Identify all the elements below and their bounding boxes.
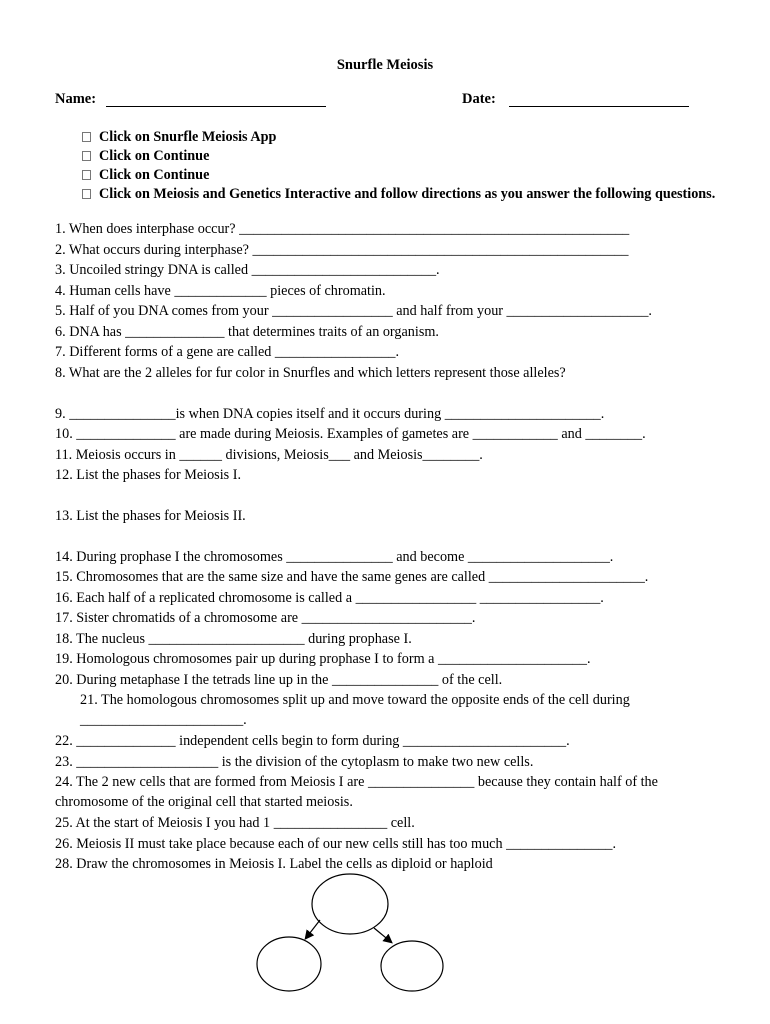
- checklist-item: Click on Continue: [82, 166, 722, 185]
- question-12: 12. List the phases for Meiosis I.: [55, 467, 241, 483]
- question-28: 28. Draw the chromosomes in Meiosis I. Label the cells as diploid or haploid: [55, 856, 493, 872]
- checklist-item: Click on Meiosis and Genetics Interactive and follow directions as you answer the following questions.: [82, 185, 722, 204]
- question-22: 22. ______________ independent cells begin to form during _______________________.: [55, 733, 570, 749]
- question-2: 2. What occurs during interphase? _____________________________________________________: [55, 242, 629, 258]
- question-11: 11. Meiosis occurs in ______ divisions, Meiosis___ and Meiosis________.: [55, 447, 483, 463]
- checkbox-icon[interactable]: [82, 189, 91, 199]
- checkbox-icon[interactable]: [82, 151, 91, 161]
- question-20: 20. During metaphase I the tetrads line up in the _______________ of the cell.: [55, 672, 503, 688]
- daughter-cell-left-circle[interactable]: [257, 937, 321, 991]
- question-13: 13. List the phases for Meiosis II.: [55, 508, 246, 524]
- checkbox-icon[interactable]: [82, 132, 91, 142]
- question-1: 1. When does interphase occur? _______________________________________________________: [55, 221, 630, 237]
- question-14: 14. During prophase I the chromosomes _______________ and become ____________________.: [55, 549, 614, 565]
- question-19: 19. Homologous chromosomes pair up during prophase I to form a _____________________.: [55, 651, 591, 667]
- instruction-checklist: [82, 128, 722, 204]
- arrow-right-icon: [374, 928, 391, 942]
- date-field[interactable]: [509, 106, 689, 107]
- page-title: Snurfle Meiosis: [336, 57, 434, 73]
- question-15: 15. Chromosomes that are the same size and have the same genes are called ______________________.: [55, 569, 649, 585]
- date-label: Date:: [462, 91, 496, 107]
- question-17: 17. Sister chromatids of a chromosome are ________________________.: [55, 610, 476, 626]
- question-25: 25. At the start of Meiosis I you had 1 ________________ cell.: [55, 815, 415, 831]
- name-field[interactable]: [106, 106, 326, 107]
- parent-cell-circle[interactable]: [312, 874, 388, 934]
- daughter-cell-right-circle[interactable]: [381, 941, 443, 991]
- question-18: 18. The nucleus ______________________ during prophase I.: [55, 631, 412, 647]
- question-7: 7. Different forms of a gene are called _________________.: [55, 344, 400, 360]
- question-16: 16. Each half of a replicated chromosome is called a _________________ _________________.: [55, 590, 604, 606]
- checklist-item: Click on Continue: [82, 147, 722, 166]
- question-26: 26. Meiosis II must take place because each of our new cells still has too much _______________.: [55, 836, 617, 852]
- question-10: 10. ______________ are made during Meiosis. Examples of gametes are ____________ and ________.: [55, 426, 646, 442]
- checklist-item: Click on Snurfle Meiosis App: [82, 128, 722, 147]
- question-5: 5. Half of you DNA comes from your _________________ and half from your ____________________.: [55, 303, 652, 319]
- question-23: 23. ____________________ is the division of the cytoplasm to make two new cells.: [55, 754, 534, 770]
- question-4: 4. Human cells have _____________ pieces of chromatin.: [55, 283, 386, 299]
- name-label: Name:: [55, 91, 97, 107]
- meiosis-cell-diagram: [250, 872, 450, 992]
- arrow-left-icon: [306, 920, 320, 938]
- question-6: 6. DNA has ______________ that determines traits of an organism.: [55, 324, 439, 340]
- checkbox-icon[interactable]: [82, 170, 91, 180]
- question-3: 3. Uncoiled stringy DNA is called __________________________.: [55, 262, 440, 278]
- question-8: 8. What are the 2 alleles for fur color in Snurfles and which letters represent those alleles?: [55, 365, 566, 381]
- question-24: 24. The 2 new cells that are formed from Meiosis I are _______________ because they contain half of the chromosome of the original cell that started meiosis.: [55, 774, 658, 810]
- question-21: 21. The homologous chromosomes split up and move toward the opposite ends of the cell during _______________________.: [80, 692, 630, 728]
- question-9: 9. _______________is when DNA copies itself and it occurs during ______________________.: [55, 406, 605, 422]
